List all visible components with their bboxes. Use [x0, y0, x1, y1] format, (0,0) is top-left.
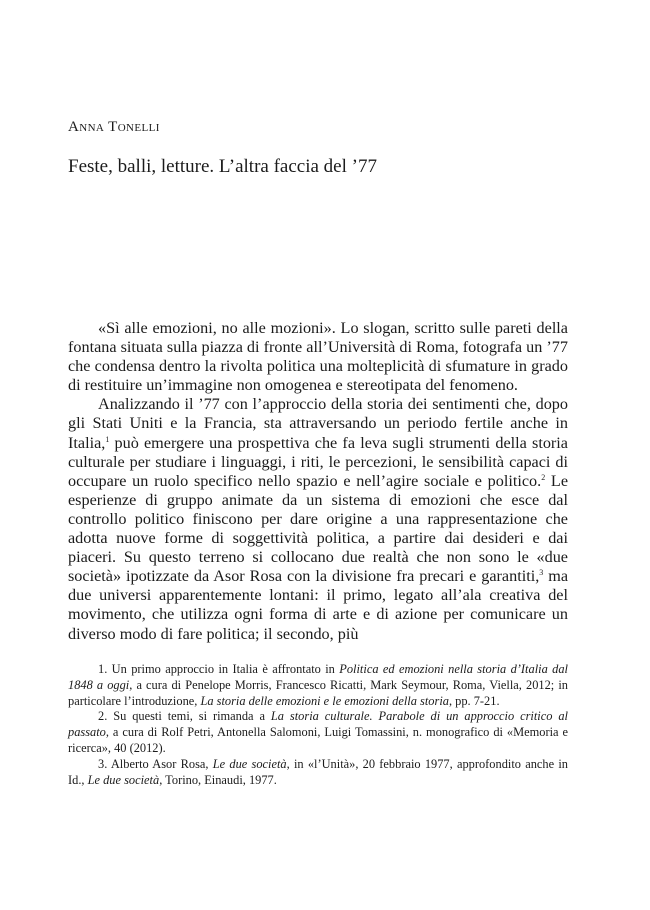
footnote-ref-2: 2 — [541, 472, 546, 482]
footnote-3-article-title: Le due società — [212, 756, 287, 771]
footnote-1-text: 1. Un primo approccio in Italia è affrontato in — [98, 662, 340, 676]
footnote-ref-1: 1 — [105, 434, 110, 444]
paragraph-2-part-2: può emergere una prospettiva che fa leva sugli strumenti della storia culturale per studiare i linguaggi, i riti, le percezioni, le sensibilità capaci di occupare un ruolo specifico nello spazio e nell’agire sociale e politico. — [68, 433, 568, 490]
chapter-title: Feste, balli, letture. L’altra faccia del ’77 — [68, 156, 377, 177]
author-name: Anna Tonelli — [68, 119, 160, 135]
footnote-3-book-title: Le due società — [87, 772, 160, 787]
footnote-1 — [68, 662, 568, 709]
footnote-2 — [68, 709, 568, 756]
body-text — [68, 319, 568, 644]
footnote-2-text: 2. Su questi temi, si rimanda a — [98, 709, 271, 724]
footnote-1-book-title: Politica ed emozioni nella storia d’Italia dal 1848 a oggi — [68, 662, 568, 692]
footnote-2-book-title: La storia culturale. Parabole di un approccio critico al passato — [68, 709, 569, 740]
footnote-2-text-2: , a cura di Rolf Petri, Antonella Salomoni, Luigi Tomassini, n. monografico di «Memoria e ricerca», 40 (2012). — [68, 725, 568, 755]
footnote-1-pages: , pp. 7-21. — [448, 693, 500, 708]
paragraph-1: «Sì alle emozioni, no alle mozioni». Lo slogan, scritto sulle pareti della fontana situata sulla piazza di fronte all’Università di Roma, fotografa un ’77 che condensa dentro la rivolta politica una molteplicità di sfumature in grado di restituire un’immagine non omogenea e stereotipata del fenomeno. — [68, 319, 568, 395]
footnotes — [68, 662, 568, 788]
footnote-ref-3: 3 — [539, 568, 544, 578]
footnote-3-text-2: , in «l’Unità», 20 febbraio 1977, approfondito anche in Id., — [68, 756, 568, 787]
footnote-3-text: 3. Alberto Asor Rosa, — [98, 756, 213, 771]
footnote-1-text-2: , a cura di Penelope Morris, Francesco Ricatti, Mark Seymour, Roma, Viella, 2012; in particolare l’introduzione, — [68, 677, 568, 708]
footnote-3 — [68, 757, 568, 789]
paragraph-2 — [68, 395, 568, 643]
paragraph-2-part-1: Analizzando il ’77 con l’approccio della storia dei sentimenti che, dopo gli Stati Uniti e la Francia, sta attraversando un periodo fertile anche in Italia, — [68, 395, 568, 452]
paragraph-2-part-4: ma due universi apparentemente lontani: il primo, legato all’ala creativa del movimento, che utilizza ogni forma di arte e di azione per comunicare un diverso modo di fare politica; il secondo, più — [68, 567, 569, 643]
footnote-1-chapter-title: La storia delle emozioni e le emozioni della storia — [200, 693, 449, 708]
paragraph-2-part-3: Le esperienze di gruppo animate da un sistema di emozioni che esce dal controllo politico finiscono per dare origine a una rappresentazione che adotta nuove forme di soggettività politica, a partire dai desideri e dai piaceri. Su questo terreno si collocano due realtà che non sono le «due società» ipotizzate da Asor Rosa con la divisione fra precari e garantiti, — [68, 471, 569, 586]
footnote-3-publisher: , Torino, Einaudi, 1977. — [159, 772, 277, 787]
